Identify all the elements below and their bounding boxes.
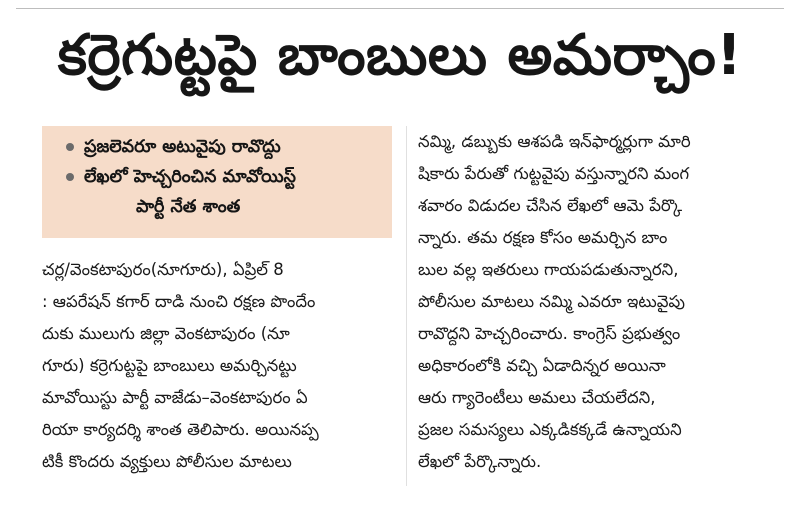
body-line: నమ్మి, డబ్బుకు ఆశపడి ఇన్‌ఫార్మర్లుగా మారి (418, 132, 691, 151)
bullet-icon (66, 143, 74, 151)
bullet-icon (66, 173, 74, 181)
body-line: అధికారంలోకి వచ్చి ఏడాదిన్నర అయినా (418, 356, 666, 375)
body-line: గూరు) కర్రెగుట్టపై బాంబులు అమర్చినట్టు (42, 356, 297, 375)
body-line: దుకు ములుగు జిల్లా వెంకటాపురం (నూ (42, 324, 290, 343)
highlight-text: పార్టీ నేత శాంత (136, 197, 241, 217)
body-line: రియా కార్యదర్శి శాంత తెలిపారు. అయినప్ప (42, 420, 319, 439)
body-line: ప్రజల సమస్యలు ఎక్కడికక్కడే ఉన్నాయని (418, 420, 682, 439)
highlight-item (62, 132, 382, 162)
body-line: : ఆపరేషన్ కగార్ దాడి నుంచి రక్షణ పొందేం (42, 292, 316, 311)
highlights-box (42, 126, 392, 238)
headline: కర్రెగుట్టపై బాంబులు అమర్చాం! (57, 22, 743, 88)
body-line: పోలీసుల మాటలు నమ్మి ఎవరూ ఇటువైపు (418, 292, 685, 311)
body-line: చర్ల/వెంకటాపురం(నూగూరు), ఏప్రిల్ 8 (42, 260, 284, 279)
highlight-item (62, 162, 382, 192)
body-line: న్నారు. తమ రక్షణ కోసం అమర్చిన బాం (418, 228, 668, 247)
top-rule (16, 8, 784, 9)
body-line: మావోయిస్టు పార్టీ వాజేడు–వెంకటాపురం ఏ (42, 388, 308, 407)
body-line: షికారు పేరుతో గుట్టవైపు వస్తున్నారని మంగ (418, 164, 690, 183)
column-divider (406, 126, 407, 486)
body-line: లేఖలో పేర్కొన్నారు. (418, 452, 542, 471)
body-line: టికీ కొందరు వ్యక్తులు పోలీసుల మాటలు (42, 452, 292, 471)
highlight-text: ప్రజలెవరూ అటువైపు రావొద్దు (84, 137, 281, 157)
body-line: శవారం విడుదల చేసిన లేఖలో ఆమె పేర్కొ (418, 196, 683, 215)
highlight-text: లేఖలో హెచ్చరించిన మావోయిస్ట్ (84, 167, 296, 187)
body-line: రావొద్దని హెచ్చరించారు. కాంగ్రెస్ ప్రభుత్వం (418, 324, 681, 343)
body-line: బుల వల్ల ఇతరులు గాయపడుతున్నారని, (418, 260, 679, 279)
body-line: ఆరు గ్యారెంటీలు అమలు చేయలేదని, (418, 388, 656, 407)
highlight-item-continued (62, 192, 382, 222)
